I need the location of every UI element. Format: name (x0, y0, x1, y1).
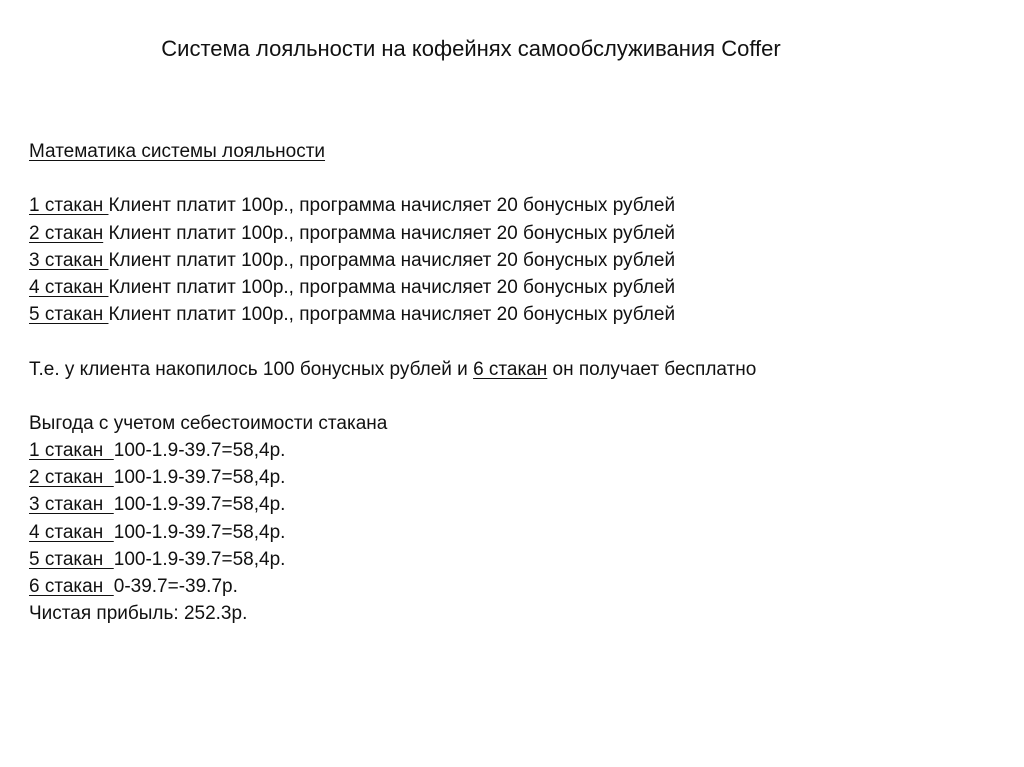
accrual-line (29, 192, 989, 219)
accrual-text: Клиент платит 100р., программа начисляет 20 бонусных рублей (103, 222, 676, 244)
accrual-line (29, 274, 989, 301)
summary-before: Т.е. у клиента накопилось 100 бонусных рублей и (29, 358, 474, 380)
benefit-line (29, 437, 989, 464)
cup-label: 1 стакан (29, 440, 114, 462)
accrual-text: Клиент платит 100р., программа начисляет 20 бонусных рублей (108, 304, 676, 326)
accrual-text: Клиент платит 100р., программа начисляет 20 бонусных рублей (108, 249, 676, 271)
cup-label: 5 стакан (29, 304, 109, 326)
cup-label: 4 стакан (29, 276, 109, 298)
benefit-line (29, 546, 989, 573)
spacer (29, 165, 989, 192)
cup-label: 3 стакан (29, 494, 114, 516)
cup-label: 2 стакан (29, 222, 104, 244)
cup-label: 5 стакан (29, 548, 114, 570)
benefit-formula: 0-39.7=-39.7р. (113, 576, 238, 597)
summary-after: он получает бесплатно (547, 358, 757, 380)
benefit-formula: 100-1.9-39.7=58,4р. (113, 467, 286, 489)
benefit-line (29, 464, 989, 491)
benefit-line (29, 573, 989, 600)
cup-label: 3 стакан (29, 249, 109, 271)
accrual-line (29, 220, 989, 247)
accrual-text: Клиент платит 100р., программа начисляет 20 бонусных рублей (108, 276, 676, 298)
section-heading: Математика системы лояльности (29, 141, 326, 162)
spacer (29, 328, 989, 355)
benefit-formula: 100-1.9-39.7=58,4р. (113, 548, 286, 570)
slide-body (29, 138, 989, 627)
cup-label: 4 стакан (29, 521, 114, 543)
benefit-heading: Выгода с учетом себестоимости стакана (29, 412, 388, 434)
benefit-formula: 100-1.9-39.7=58,4р. (113, 440, 286, 462)
accrual-line (29, 247, 989, 274)
cup-label: 1 стакан (29, 195, 109, 217)
benefit-formula: 100-1.9-39.7=58,4р. (113, 521, 286, 543)
accrual-line (29, 301, 989, 328)
accrual-text: Клиент платит 100р., программа начисляет 20 бонусных рублей (108, 195, 676, 217)
summary-cup-label: 6 стакан (473, 358, 548, 380)
spacer (29, 383, 989, 410)
summary-line (29, 356, 989, 383)
slide-title: Система лояльности на кофейнях самообслуживания Coffer (161, 36, 781, 61)
cup-label: 2 стакан (29, 467, 114, 489)
cup-label: 6 стакан (29, 576, 114, 597)
net-profit: Чистая прибыль: 252.3р. (29, 603, 248, 625)
benefit-line (29, 491, 989, 518)
benefit-formula: 100-1.9-39.7=58,4р. (113, 494, 286, 516)
benefit-line (29, 519, 989, 546)
